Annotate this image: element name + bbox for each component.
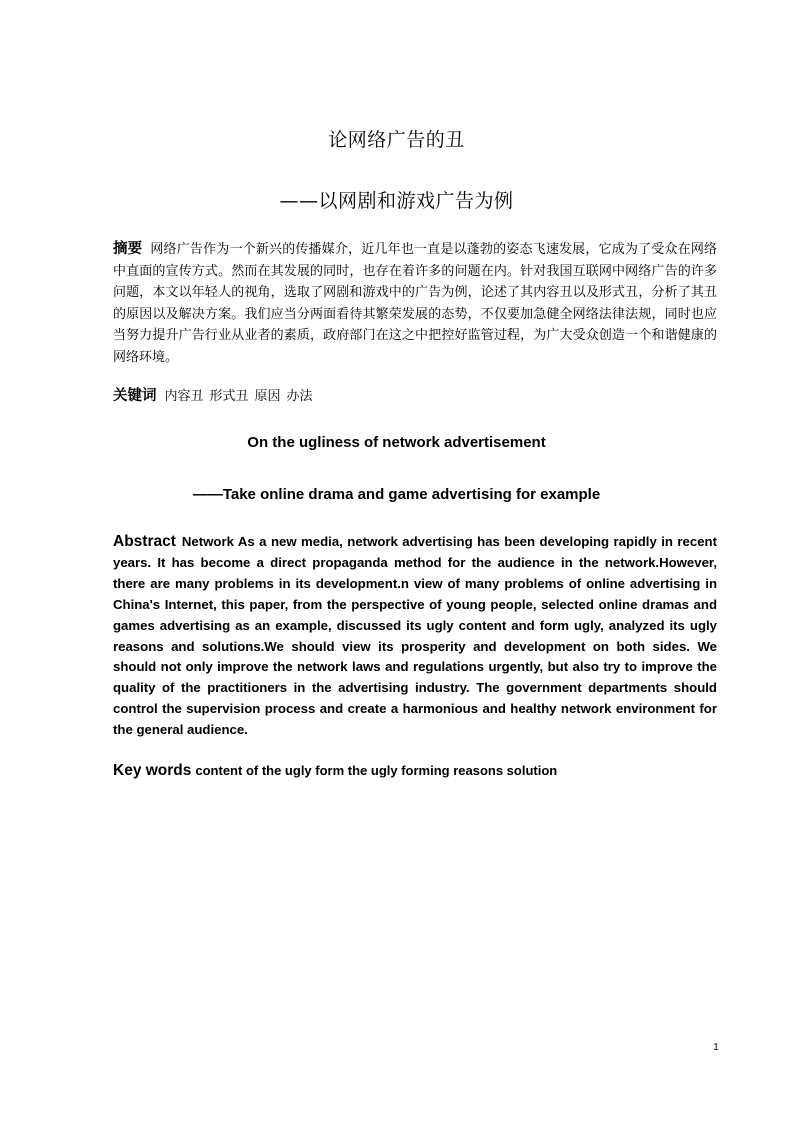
chinese-subtitle: ——以网剧和游戏广告为例	[279, 190, 514, 212]
english-subtitle: ——Take online drama and game advertising for example	[192, 486, 601, 503]
english-keywords	[113, 761, 717, 781]
english-keywords-label: Key words	[113, 762, 192, 779]
keyword: 办法	[286, 389, 313, 404]
chinese-abstract-label: 摘要	[113, 241, 143, 257]
keyword: 内容丑	[164, 389, 204, 404]
english-abstract-label: Abstract	[113, 533, 176, 550]
keyword: 形式丑	[209, 389, 249, 404]
english-abstract-text: Network As a new media, network advertising has been developing rapidly in recent years. It has become a direct propaganda method for the audience in the network.However, there are many problems in its development.n view of many problems of online advertising in China's Internet, this paper, from the perspective of young people, selected online dramas and games advertising as an example, discussed its ugly content and form ugly, analyzed its ugly reasons and solutions.We should view its prosperity and development on both sides. We should not only improve the network laws and regulations urgently, but also try to improve the quality of the practitioners in the advertising industry. The government departments should control the supervision process and create a harmonious and healthy network environment for the general audience.	[113, 534, 717, 738]
english-title: On the ugliness of network advertisement	[247, 434, 546, 451]
keyword: 原因	[254, 389, 281, 404]
english-abstract	[113, 532, 717, 741]
chinese-abstract-text: 网络广告作为一个新兴的传播媒介，近几年也一直是以蓬勃的姿态飞速发展，它成为了受众在网络中直面的宣传方式。然而在其发展的同时，也存在着许多的问题在内。针对我国互联网中网络广告的许多问题，本文以年轻人的视角，选取了网剧和游戏中的广告为例，论述了其内容丑以及形式丑，分析了其丑的原因以及解决方案。我们应当分两面看待其繁荣发展的态势，不仅要加急健全网络法律法规，同时也应当努力提升广告行业从业者的素质，政府部门在这之中把控好监管过程，为广大受众创造一个和谐健康的网络环境。	[113, 242, 717, 365]
english-keywords-text: content of the ugly form the ugly forming reasons solution	[195, 763, 558, 778]
chinese-title: 论网络广告的丑	[328, 129, 465, 151]
page-number: 1	[713, 1042, 719, 1053]
chinese-keywords-label: 关键词	[113, 388, 157, 404]
chinese-keywords	[113, 386, 717, 407]
chinese-abstract	[113, 239, 717, 368]
